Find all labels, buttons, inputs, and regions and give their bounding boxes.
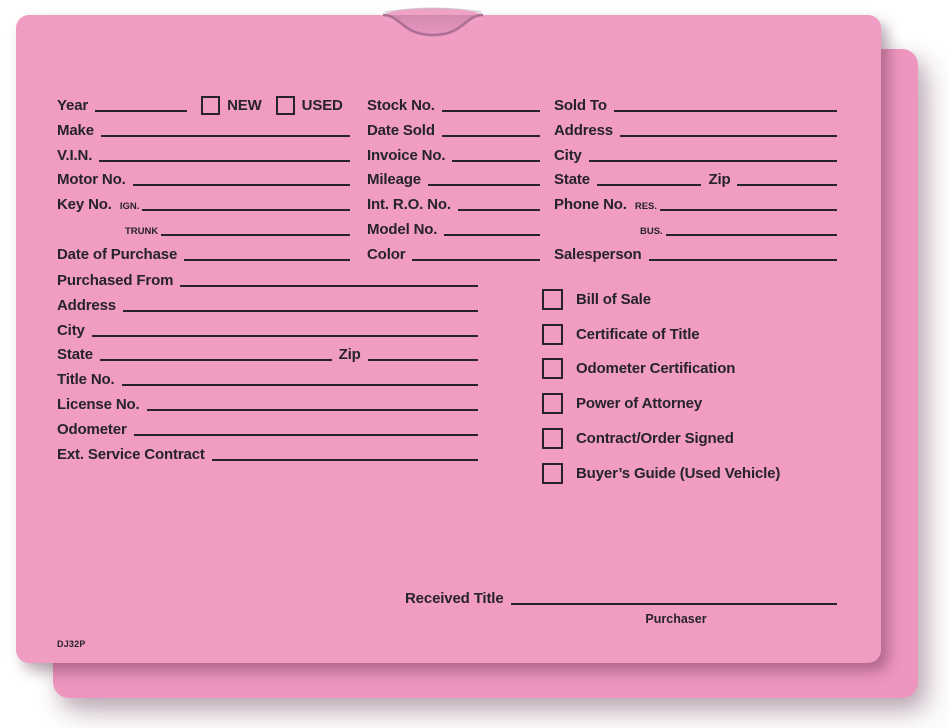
contract-order-signed-checkbox[interactable] <box>542 428 563 449</box>
color-row <box>367 242 540 267</box>
power-of-attorney-checkbox[interactable] <box>542 393 563 414</box>
certificate-of-title-label: Certificate of Title <box>576 325 700 343</box>
seller-state-label: State <box>57 346 93 364</box>
power-of-attorney-label: Power of Attorney <box>576 395 703 413</box>
key-ign-field-line[interactable] <box>142 209 350 211</box>
new-label: NEW <box>227 96 262 114</box>
ign-label: IGN. <box>119 200 140 212</box>
odometer-label: Odometer <box>57 420 127 438</box>
year-label: Year <box>57 96 89 114</box>
phone-no-label: Phone No. <box>554 196 627 214</box>
buyer-zip-field-line[interactable] <box>737 184 837 186</box>
received-title-signature-line[interactable] <box>511 603 837 605</box>
title-no-row <box>57 367 478 392</box>
buyer-state-field-line[interactable] <box>597 184 702 186</box>
color-field-line[interactable] <box>412 259 540 261</box>
vin-field-line[interactable] <box>99 160 350 162</box>
date-of-purchase-row <box>57 242 350 267</box>
bill-of-sale-label: Bill of Sale <box>576 290 651 308</box>
phone-bus-field-line[interactable] <box>666 234 837 236</box>
color-label: Color <box>367 245 406 263</box>
phone-bus-row <box>554 217 837 242</box>
used-checkbox[interactable] <box>276 96 295 115</box>
seller-zip-field-line[interactable] <box>368 359 478 361</box>
received-title-section <box>405 592 837 611</box>
buyers-guide-label: Buyer’s Guide (Used Vehicle) <box>576 464 781 482</box>
seller-city-label: City <box>57 321 85 339</box>
buyer-city-field-line[interactable] <box>589 160 837 162</box>
salesperson-label: Salesperson <box>554 245 642 263</box>
purchased-from-field-line[interactable] <box>180 285 478 287</box>
seller-state-field-line[interactable] <box>100 359 332 361</box>
phone-res-field-line[interactable] <box>660 209 837 211</box>
odometer-row <box>57 417 478 442</box>
date-sold-label: Date Sold <box>367 121 435 139</box>
odometer-certification-label: Odometer Certification <box>576 360 736 378</box>
year-row <box>57 93 350 118</box>
buyers-guide-checkbox[interactable] <box>542 463 563 484</box>
buyer-state-zip-row <box>554 168 837 193</box>
seller-state-zip-row <box>57 343 478 368</box>
power-of-attorney-row <box>542 386 842 421</box>
new-checkbox[interactable] <box>201 96 220 115</box>
deal-section <box>367 93 540 267</box>
date-of-purchase-label: Date of Purchase <box>57 245 178 263</box>
bus-label: BUS. <box>640 225 663 237</box>
invoice-no-field-line[interactable] <box>452 160 540 162</box>
contract-order-signed-label: Contract/Order Signed <box>576 430 734 448</box>
mileage-field-line[interactable] <box>428 184 540 186</box>
model-no-label: Model No. <box>367 221 438 239</box>
bill-of-sale-row <box>542 282 842 317</box>
deal-jacket-envelope <box>16 15 881 663</box>
key-no-trunk-row <box>57 217 350 242</box>
seller-zip-label: Zip <box>338 346 361 364</box>
odometer-field-line[interactable] <box>134 434 478 436</box>
bill-of-sale-checkbox[interactable] <box>542 289 563 310</box>
stock-no-row <box>367 93 540 118</box>
salesperson-row <box>554 242 837 267</box>
purchased-from-row <box>57 268 478 293</box>
license-no-row <box>57 392 478 417</box>
seller-address-row <box>57 293 478 318</box>
model-no-field-line[interactable] <box>444 234 540 236</box>
year-field-line[interactable] <box>95 110 187 112</box>
mileage-label: Mileage <box>367 171 421 189</box>
key-no-ign-row <box>57 192 350 217</box>
certificate-of-title-row <box>542 317 842 352</box>
sold-to-field-line[interactable] <box>614 110 837 112</box>
license-no-label: License No. <box>57 396 140 414</box>
form-code: DJ32P <box>57 639 86 649</box>
buyer-section <box>554 93 837 267</box>
buyer-zip-label: Zip <box>708 171 731 189</box>
vin-label: V.I.N. <box>57 146 93 164</box>
buyer-city-label: City <box>554 146 582 164</box>
ext-service-contract-row <box>57 442 478 467</box>
mileage-row <box>367 168 540 193</box>
document-checklist <box>542 282 842 491</box>
certificate-of-title-checkbox[interactable] <box>542 324 563 345</box>
used-label: USED <box>301 96 343 114</box>
int-ro-no-field-line[interactable] <box>458 209 540 211</box>
key-trunk-field-line[interactable] <box>161 234 350 236</box>
int-ro-no-label: Int. R.O. No. <box>367 196 451 214</box>
vehicle-section <box>57 93 350 267</box>
stock-no-label: Stock No. <box>367 96 435 114</box>
date-sold-row <box>367 118 540 143</box>
title-no-label: Title No. <box>57 371 115 389</box>
purchased-from-label: Purchased From <box>57 271 174 289</box>
buyer-city-row <box>554 143 837 168</box>
make-field-line[interactable] <box>101 135 350 137</box>
vin-row <box>57 143 350 168</box>
buyer-address-label: Address <box>554 121 613 139</box>
invoice-no-row <box>367 143 540 168</box>
title-no-field-line[interactable] <box>122 384 478 386</box>
buyer-address-field-line[interactable] <box>620 135 837 137</box>
int-ro-no-row <box>367 192 540 217</box>
seller-address-field-line[interactable] <box>123 310 478 312</box>
res-label: RES. <box>634 200 658 212</box>
motor-no-field-line[interactable] <box>133 184 350 186</box>
model-no-row <box>367 217 540 242</box>
buyer-address-row <box>554 118 837 143</box>
motor-no-row <box>57 168 350 193</box>
motor-no-label: Motor No. <box>57 171 126 189</box>
odometer-certification-checkbox[interactable] <box>542 358 563 379</box>
buyers-guide-row <box>542 456 842 491</box>
trunk-label: TRUNK <box>125 225 159 237</box>
date-of-purchase-field-line[interactable] <box>184 259 350 261</box>
phone-res-row <box>554 192 837 217</box>
seller-address-label: Address <box>57 296 116 314</box>
ext-service-contract-field-line[interactable] <box>212 459 478 461</box>
key-no-label: Key No. <box>57 196 112 214</box>
salesperson-field-line[interactable] <box>649 259 837 261</box>
sold-to-label: Sold To <box>554 96 607 114</box>
seller-city-field-line[interactable] <box>92 335 478 337</box>
buyer-state-label: State <box>554 171 590 189</box>
ext-service-contract-label: Ext. Service Contract <box>57 445 205 463</box>
stock-no-field-line[interactable] <box>442 110 540 112</box>
odometer-certification-row <box>542 352 842 387</box>
contract-order-signed-row <box>542 421 842 456</box>
invoice-no-label: Invoice No. <box>367 146 446 164</box>
sold-to-row <box>554 93 837 118</box>
received-title-label: Received Title <box>405 590 504 607</box>
license-no-field-line[interactable] <box>147 409 478 411</box>
make-row <box>57 118 350 143</box>
received-title-row <box>405 592 837 611</box>
purchased-from-section <box>57 268 478 467</box>
purchaser-caption: Purchaser <box>645 612 707 626</box>
date-sold-field-line[interactable] <box>442 135 540 137</box>
make-label: Make <box>57 121 94 139</box>
seller-city-row <box>57 318 478 343</box>
